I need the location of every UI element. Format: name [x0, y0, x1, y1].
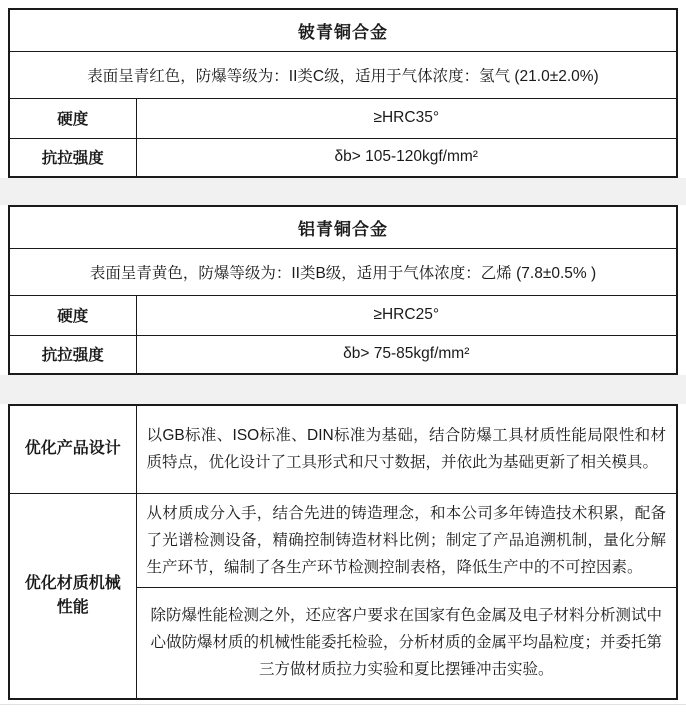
hardness-value: ≥HRC35°	[136, 98, 677, 138]
page-bottom-margin	[0, 700, 686, 712]
beryllium-bronze-table	[8, 8, 678, 178]
tensile-strength-label: 抗拉强度	[9, 335, 136, 374]
table-title-row	[9, 9, 677, 51]
hardness-label: 硬度	[9, 98, 136, 138]
tensile-strength-label: 抗拉强度	[9, 138, 136, 177]
material-performance-row-1	[9, 493, 677, 587]
alloy-title: 铍青铜合金	[9, 9, 677, 51]
beryllium-bronze-section	[0, 8, 686, 178]
material-performance-text-1: 从材质成分入手，结合先进的铸造理念，和本公司多年铸造技术积累，配备了光谱检测设备，精确控制铸造材料比例；制定了产品追溯机制，量化分解生产环节，编制了各生产环节检测控制表格，降低生产中的不可控因素。	[136, 493, 677, 587]
aluminum-bronze-section	[0, 205, 686, 375]
table-description-row	[9, 51, 677, 98]
product-design-label: 优化产品设计	[9, 405, 136, 493]
hardness-row	[9, 295, 677, 335]
product-design-row	[9, 405, 677, 493]
material-performance-label: 优化材质机械性能	[9, 493, 136, 699]
material-performance-text-2: 除防爆性能检测之外，还应客户要求在国家有色金属及电子材料分析测试中心做防爆材质的机械性能委托检验，分析材质的金属平均晶粒度；并委托第三方做材质拉力实验和夏比摆锤冲击实验。	[136, 587, 677, 699]
optimization-section	[0, 404, 686, 700]
section-divider	[0, 178, 686, 205]
table-description-row	[9, 248, 677, 295]
tensile-strength-row	[9, 335, 677, 374]
alloy-description: 表面呈青黄色，防爆等级为：II类B级，适用于气体浓度：乙烯 (7.8±0.5% )	[9, 248, 677, 295]
table-title-row	[9, 206, 677, 248]
hardness-label: 硬度	[9, 295, 136, 335]
tensile-strength-row	[9, 138, 677, 177]
section-divider	[0, 375, 686, 404]
hardness-row	[9, 98, 677, 138]
alloy-title: 铝青铜合金	[9, 206, 677, 248]
product-design-text: 以GB标准、ISO标准、DIN标准为基础，结合防爆工具材质性能局限性和材质特点，优化设计了工具形式和尺寸数据，并依此为基础更新了相关模具。	[136, 405, 677, 493]
tensile-strength-value: δb> 105-120kgf/mm²	[136, 138, 677, 177]
aluminum-bronze-table	[8, 205, 678, 375]
alloy-description: 表面呈青红色，防爆等级为：II类C级，适用于气体浓度：氢气 (21.0±2.0%)	[9, 51, 677, 98]
hardness-value: ≥HRC25°	[136, 295, 677, 335]
optimization-table	[8, 404, 678, 700]
tensile-strength-value: δb> 75-85kgf/mm²	[136, 335, 677, 374]
